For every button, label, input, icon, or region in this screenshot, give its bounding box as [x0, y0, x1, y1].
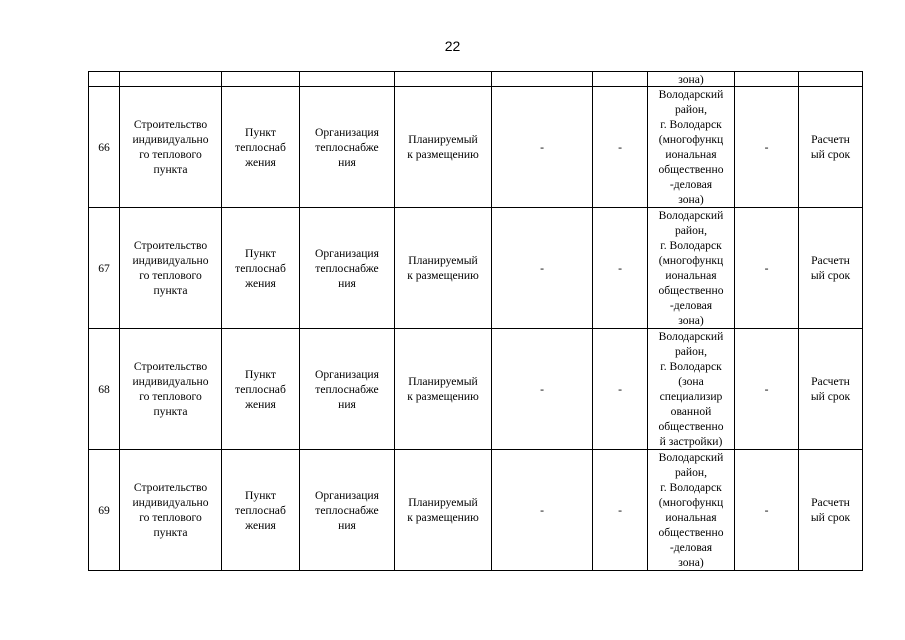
cell-type: [222, 87, 300, 208]
cell-type-line: жения: [245, 155, 276, 169]
cell-location-line: (зона: [678, 375, 704, 388]
cell-location-line: Володарский: [658, 88, 724, 101]
cell-type: [222, 208, 300, 329]
cell-location-line: (многофункц: [658, 133, 724, 146]
cell-col7: -: [593, 208, 648, 329]
cell-status-line: Планируемый: [408, 496, 478, 509]
cell-term-line: ый срок: [810, 390, 851, 403]
page-number: 22: [444, 38, 461, 54]
cell-term: [799, 208, 863, 329]
cell-type-line: теплоснаб: [235, 261, 286, 275]
cell-purpose-line: теплоснабже: [315, 140, 379, 154]
cell-location-line: иональная: [665, 148, 717, 161]
cell-type-line: теплоснаб: [235, 140, 286, 154]
cell-num: [89, 72, 120, 87]
cell-name-line: го теплового: [139, 511, 202, 524]
cell-type-line: Пункт: [245, 488, 276, 502]
cell-type-line: теплоснаб: [235, 382, 286, 396]
cell-status-line: к размещению: [407, 511, 479, 524]
cell-name-line: индивидуально: [132, 254, 209, 267]
cell-location-line: г. Володарск: [660, 360, 722, 373]
table-row: [89, 208, 863, 329]
cell-col6: -: [492, 208, 593, 329]
cell-type-line: жения: [245, 276, 276, 290]
cell-name-line: пункта: [153, 526, 188, 539]
cell-location-line: зона): [678, 193, 704, 206]
cell-location-line: общественно: [658, 284, 724, 297]
table-row: [89, 87, 863, 208]
table-row: [89, 329, 863, 450]
cell-status-line: Планируемый: [408, 254, 478, 267]
cell-name-line: Строительство: [133, 360, 208, 373]
cell-type: [222, 329, 300, 450]
cell-col9: -: [735, 450, 799, 571]
cell-status: [395, 87, 492, 208]
cell-purpose: [300, 72, 395, 87]
cell-location-line: г. Володарск: [660, 118, 722, 131]
cell-purpose: [300, 87, 395, 208]
cell-term: [799, 329, 863, 450]
cell-status-line: к размещению: [407, 269, 479, 282]
cell-location-line: район,: [674, 345, 708, 358]
cell-location-line: иональная: [665, 269, 717, 282]
cell-location-line: общественно: [658, 526, 724, 539]
cell-col7: -: [593, 329, 648, 450]
cell-purpose-line: ния: [338, 397, 356, 411]
cell-term-line: Расчетн: [811, 375, 850, 388]
cell-status: [395, 450, 492, 571]
cell-purpose-line: Организация: [315, 488, 379, 502]
cell-location-line: район,: [674, 103, 708, 116]
cell-name-line: Строительство: [133, 481, 208, 494]
cell-location: [648, 87, 735, 208]
cell-name: [120, 329, 222, 450]
cell-location-line: (многофункц: [658, 254, 724, 267]
cell-status-line: Планируемый: [408, 375, 478, 388]
cell-col7: -: [593, 450, 648, 571]
cell-location-line: г. Володарск: [660, 239, 722, 252]
cell-name-line: го теплового: [139, 390, 202, 403]
cell-name: [120, 450, 222, 571]
cell-purpose-line: Организация: [315, 246, 379, 260]
continuation-row: [89, 72, 863, 87]
cell-location-line: -деловая: [669, 299, 713, 312]
cell-num: 66: [89, 87, 120, 208]
cell-location-line: общественно: [658, 420, 724, 433]
cell-term-line: Расчетн: [811, 254, 850, 267]
cell-purpose: [300, 329, 395, 450]
cell-purpose-line: ния: [338, 518, 356, 532]
cell-name-line: пункта: [153, 284, 188, 297]
cell-name-line: пункта: [153, 405, 188, 418]
cell-name-line: Строительство: [133, 118, 208, 131]
cell-name-line: Строительство: [133, 239, 208, 252]
cell-name: [120, 87, 222, 208]
cell-num: 67: [89, 208, 120, 329]
cell-type: [222, 450, 300, 571]
cell-purpose-line: Организация: [315, 367, 379, 381]
cell-term: [799, 450, 863, 571]
cell-purpose: [300, 208, 395, 329]
cell-col6: -: [492, 450, 593, 571]
cell-type: [222, 72, 300, 87]
cell-location-line: иональная: [665, 511, 717, 524]
cell-name-line: пункта: [153, 163, 188, 176]
cell-term: [799, 87, 863, 208]
cell-term-line: ый срок: [810, 511, 851, 524]
cell-col7: [593, 72, 648, 87]
cell-col6: -: [492, 329, 593, 450]
cell-status-line: к размещению: [407, 148, 479, 161]
cell-term-line: Расчетн: [811, 496, 850, 509]
cell-location-line: специализир: [659, 390, 723, 403]
cell-name-line: го теплового: [139, 148, 202, 161]
cell-location-line: Володарский: [658, 209, 724, 222]
cell-purpose-line: теплоснабже: [315, 261, 379, 275]
cell-location-line: (многофункц: [658, 496, 724, 509]
cell-status: [395, 72, 492, 87]
cell-location: зона): [648, 72, 735, 87]
cell-type-line: Пункт: [245, 125, 276, 139]
cell-col6: -: [492, 87, 593, 208]
cell-name: [120, 72, 222, 87]
cell-col7: -: [593, 87, 648, 208]
cell-type-line: жения: [245, 397, 276, 411]
table-row: [89, 450, 863, 571]
cell-location-line: -деловая: [669, 178, 713, 191]
cell-status-line: Планируемый: [408, 133, 478, 146]
cell-location-line: зона): [678, 314, 704, 327]
cell-col9: -: [735, 87, 799, 208]
cell-purpose-line: теплоснабже: [315, 382, 379, 396]
cell-num: 69: [89, 450, 120, 571]
cell-type-line: жения: [245, 518, 276, 532]
cell-col9: -: [735, 208, 799, 329]
cell-type-line: Пункт: [245, 246, 276, 260]
cell-location-line: район,: [674, 466, 708, 479]
cell-location-line: г. Володарск: [660, 481, 722, 494]
cell-type-line: теплоснаб: [235, 503, 286, 517]
cell-location: [648, 329, 735, 450]
cell-location: [648, 208, 735, 329]
cell-status: [395, 329, 492, 450]
cell-name: [120, 208, 222, 329]
cell-location-line: общественно: [658, 163, 724, 176]
cell-purpose: [300, 450, 395, 571]
cell-location-line: зона): [678, 556, 704, 569]
cell-col6: [492, 72, 593, 87]
cell-name-line: индивидуально: [132, 496, 209, 509]
cell-location-line: Володарский: [658, 451, 724, 464]
facilities-table: [88, 71, 863, 571]
cell-name-line: индивидуально: [132, 133, 209, 146]
cell-type-line: Пункт: [245, 367, 276, 381]
cell-location-line: -деловая: [669, 541, 713, 554]
cell-location-line: ованной: [670, 405, 712, 418]
cell-name-line: индивидуально: [132, 375, 209, 388]
cell-purpose-line: ния: [338, 276, 356, 290]
cell-term-line: ый срок: [810, 269, 851, 282]
cell-location-line: район,: [674, 224, 708, 237]
cell-location-line: й застройки): [659, 435, 723, 448]
cell-term: [799, 72, 863, 87]
cell-term-line: Расчетн: [811, 133, 850, 146]
cell-location: [648, 450, 735, 571]
cell-purpose-line: ния: [338, 155, 356, 169]
cell-location-line: Володарский: [658, 330, 724, 343]
cell-term-line: ый срок: [810, 148, 851, 161]
cell-status-line: к размещению: [407, 390, 479, 403]
cell-purpose-line: теплоснабже: [315, 503, 379, 517]
cell-col9: -: [735, 329, 799, 450]
cell-name-line: го теплового: [139, 269, 202, 282]
cell-num: 68: [89, 329, 120, 450]
cell-status: [395, 208, 492, 329]
cell-purpose-line: Организация: [315, 125, 379, 139]
cell-col9: [735, 72, 799, 87]
